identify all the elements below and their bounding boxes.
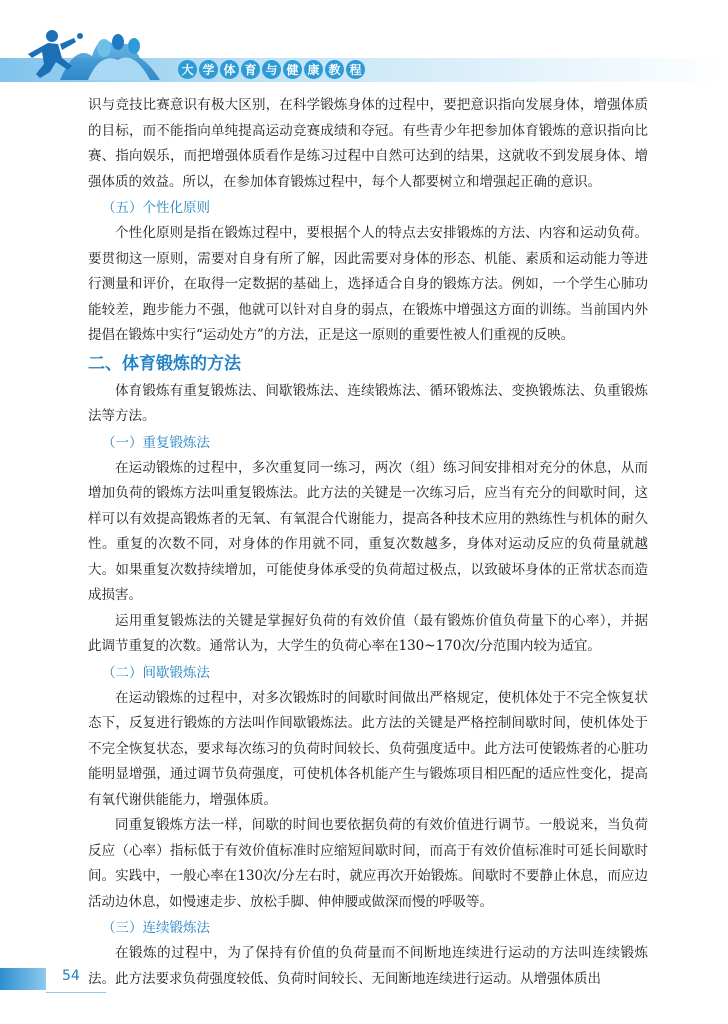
body-paragraph: 在锻炼的过程中，为了保持有价值的负荷量而不间断地连续进行运动的方法叫连续锻炼法。此方法要求负荷强度较低、负荷时间较长、无间断地连续进行运动。从增强体质出 [88,945,648,987]
page-number-bar [0,968,46,990]
book-title-char: 康 [304,60,323,79]
subsection-heading: （二）间歇锻炼法 [102,664,210,681]
page-header [0,0,728,88]
book-title-char: 体 [220,60,239,79]
book-title-char: 教 [325,60,344,79]
book-title-char: 学 [199,60,218,79]
body-paragraph: 运用重复锻炼法的关键是掌握好负荷的有效价值（最有锻炼价值负荷量下的心率），并据此调节重复的次数。通常认为，大学生的负荷心率在130~170次/分范围内较为适宜。 [88,612,648,654]
body-paragraph: 个性化原则是指在锻炼过程中，要根据个人的特点去安排锻炼的方法、内容和运动负荷。要贯彻这一原则，需要对自身有所了解，因此需要对身体的形态、机能、素质和运动能力等进行测量和评价，在取得一定数据的基础上，选择适合自身的锻炼方法。例如，一个学生心肺功能较差，跑步能力不强，他就可以针对自身的弱点，在锻炼中增强这方面的训练。当前国内外提倡在锻炼中实行“运动处方”的方法，正是这一原则的重要性被人们重视的反映。 [88,225,648,343]
subsection-heading: （一）重复锻炼法 [102,434,210,451]
subsection-heading: （五）个性化原则 [102,200,210,216]
body-paragraph: 在运动锻炼的过程中，多次重复同一练习，两次（组）练习间安排相对充分的休息，从而增加负荷的锻炼方法叫重复锻炼法。此方法的关键是一次练习后，应当有充分的间歇时间，这样可以有效提高锻炼者的无氧、有氧混合代谢能力，提高各种技术应用的熟练性与机体的耐久性。重复的次数不同，对身体的作用就不同，重复次数越多，身体对运动反应的负荷量就越大。如果重复次数持续增加，可能使身体承受的负荷超过极点，以致破坏身体的正常状态而造成损害。 [88,459,648,603]
book-title-char: 程 [346,60,365,79]
body-paragraph: 识与竞技比赛意识有极大区别，在科学锻炼身体的过程中，要把意识指向发展身体，增强体质的目标，而不能指向单纯提高运动竞赛成绩和夺冠。有些青少年把参加体育锻炼的意识指向比赛、指向娱乐，而把增强体质看作是练习过程中自然可达到的结果，这就收不到发展身体、增强体质的效益。所以，在参加体育锻炼过程中，每个人都要树立和增强起正确的意识。 [88,97,648,190]
book-title-char: 大 [178,60,197,79]
page-number: 54 [62,968,80,984]
section-heading: 二、体育锻炼的方法 [88,353,241,374]
body-paragraph: 在运动锻炼的过程中，对多次锻炼时的间歇时间做出严格规定，使机体处于不完全恢复状态下，反复进行锻炼的方法叫作间歇锻炼法。此方法的关键是严格控制间歇时间，使机体处于不完全恢复状态，要求每次练习的负荷时间较长、负荷强度适中。此方法可使锻炼者的心脏功能明显增强，通过调节负荷强度，可使机体各机能产生与锻炼项目相匹配的适应性变化，提高有氧代谢供能能力，增强体质。 [88,689,648,808]
book-title [178,60,365,80]
book-title-char: 与 [262,60,281,79]
book-title-char: 育 [241,60,260,79]
page-footer [0,962,728,1002]
subsection-heading: （三）连续锻炼法 [102,920,210,936]
body-paragraph: 体育锻炼有重复锻炼法、间歇锻炼法、连续锻炼法、循环锻炼法、变换锻炼法、负重锻炼法等方法。 [88,382,648,424]
body-paragraph: 同重复锻炼方法一样，间歇的时间也要依据负荷的有效价值进行调节。一般说来，当负荷反应（心率）指标低于有效价值标准时应缩短间歇时间，而高于有效价值标准时可延长间歇时间。实践中，一般心率在130次/分左右时，就应再次开始锻炼。间歇时不要静止休息，而应边活动边休息，如慢速走步、放松手脚、伸伸腰或做深而慢的呼吸等。 [88,817,648,910]
footer-divider [46,992,106,993]
page-content [88,93,648,992]
book-title-char: 健 [283,60,302,79]
